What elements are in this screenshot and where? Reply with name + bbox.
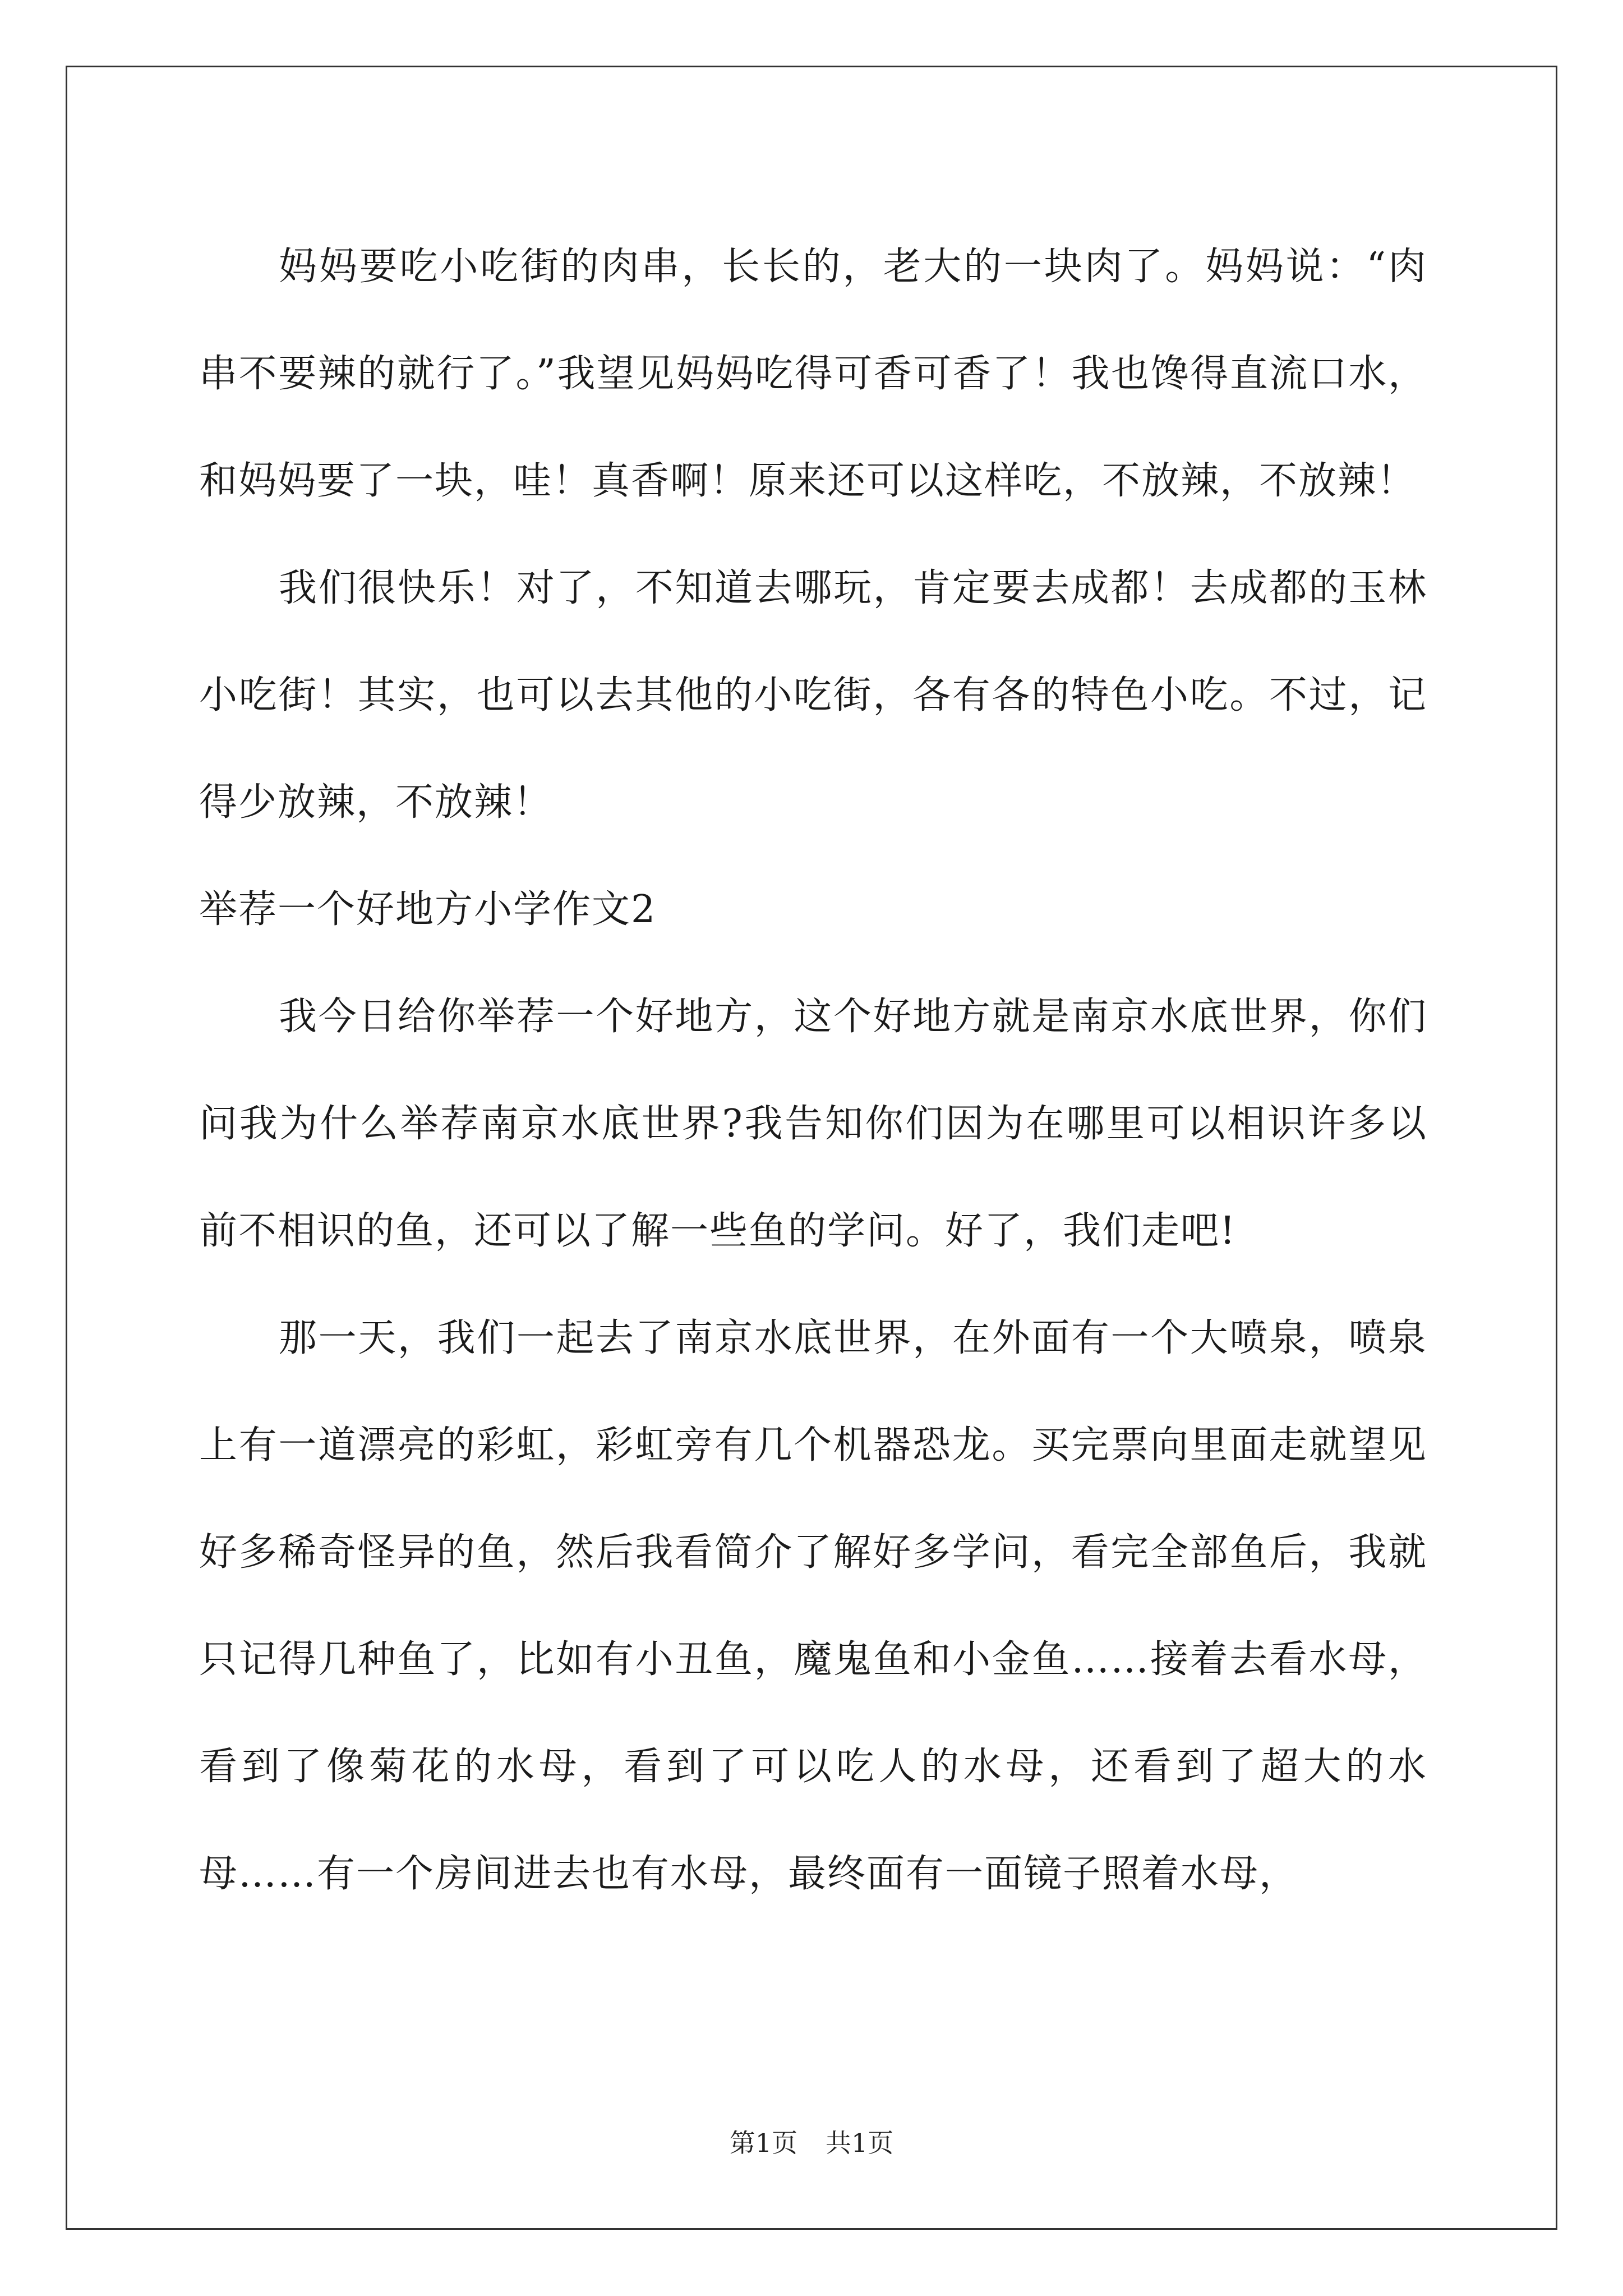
paragraph: 那一天，我们一起去了南京水底世界，在外面有一个大喷泉，喷泉上有一道漂亮的彩虹，彩虹旁有几个机器恐龙。买完票向里面走就望见好多稀奇怪异的鱼，然后我看简介了解好多学问，看完全部鱼后，我就只记得几种鱼了，比如有小丑鱼，魔鬼鱼和小金鱼……接着去看水母，看到了像菊花的水母，看到了可以吃人的水母，还看到了超大的水母……有一个房间进去也有水母，最终面有一面镜子照着水母， (199, 1316, 1427, 1896)
paragraph: 我今日给你举荐一个好地方，这个好地方就是南京水底世界，你们问我为什么举荐南京水底世界?我告知你们因为在哪里可以相识许多以前不相识的鱼，还可以了解一些鱼的学问。好了，我们走吧! (199, 995, 1427, 1253)
page-footer (0, 2126, 1623, 2160)
section-heading: 举荐一个好地方小学作文2 (199, 887, 657, 932)
document-body (199, 213, 1427, 1927)
page-number-current: 第1页 (729, 2128, 797, 2158)
paragraph: 我们很快乐！对了，不知道去哪玩，肯定要去成都！去成都的玉林小吃街！其实，也可以去其他的小吃街，各有各的特色小吃。不过，记得少放辣，不放辣！ (199, 566, 1427, 825)
paragraph: 妈妈要吃小吃街的肉串，长长的，老大的一块肉了。妈妈说：“肉串不要辣的就行了。”我望见妈妈吃得可香可香了！我也馋得直流口水，和妈妈要了一块，哇！真香啊！原来还可以这样吃，不放辣，不放辣！ (199, 245, 1427, 503)
page-number-total: 共1页 (826, 2128, 894, 2158)
